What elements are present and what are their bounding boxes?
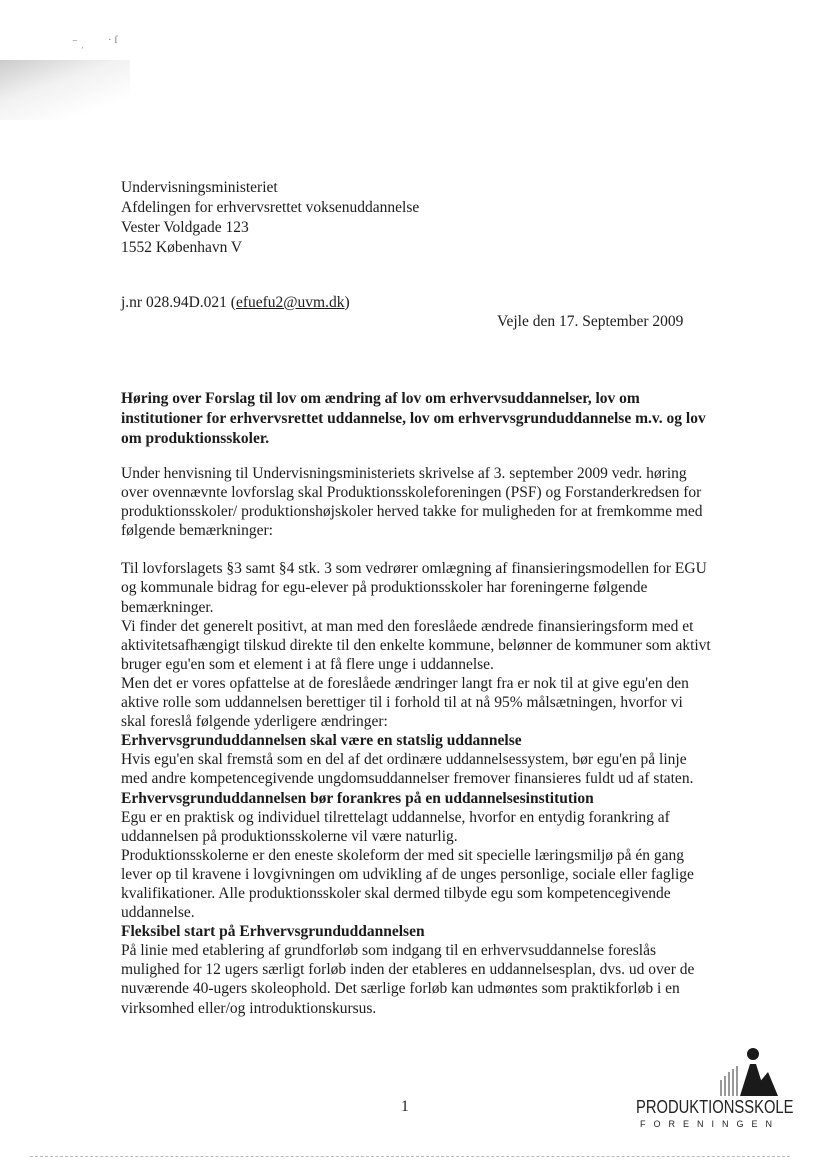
section-text: Produktionsskolerne er den eneste skoleform der med sit specielle læringsmiljø på én gang lever op til kravene i lovgivningen om udvikling af de unges personlige, sociale eller faglige kvalifikationer. Alle produktionsskoler skal dermed tilbyde egu som kompetencegivende uddannelse. (121, 846, 694, 922)
jnr-text: j.nr 028.94D.021 ( (121, 294, 236, 311)
section-text: Egu er en praktisk og individuel tilrettelagt uddannelse, hvorfor en entydig forankring af uddannelsen på produktionsskolerne vil være naturlig. (121, 808, 670, 845)
logo-subtitle: FORENINGEN (640, 1119, 781, 1129)
scan-mark-left: ⁻ ˌ (72, 37, 85, 49)
letter-title: Høring over Forslag til lov om ændring af lov om erhvervsuddannelser, lov om institutioner for erhvervsrettet uddannelse, lov om erhvervsgrunduddannelse m.v. og lov om produktionsskoler. (121, 390, 706, 447)
jnr-close: ) (344, 294, 350, 311)
scan-mark-right: · ſ (108, 34, 118, 46)
body-paragraph: Vi finder det generelt positivt, at man med den foreslåede ændrede finansieringsform med et aktivitetsafhængigt tilskud direkte til den enkelte kommune, belønner de kommuner som aktivt bruger egu'en som et element i at få flere unge i uddannelse. (121, 617, 711, 673)
scan-footer-noise (30, 1156, 790, 1158)
body-paragraph: Men det er vores opfattelse at de foreslåede ændringer langt fra er nok til at give egu'en den aktive rolle som uddannelsen berettiger til i forhold til at nå 95% målsætningen, hvorfor vi skal foreslå følgende yderligere ændringer: (121, 674, 689, 731)
address-line: Undervisningsministeriet (121, 179, 278, 196)
logo-name: PRODUKTIONSSKOLE (636, 1097, 794, 1117)
address-line: Vester Voldgade 123 (121, 219, 249, 236)
scan-smudge (0, 60, 130, 120)
section-text: Hvis egu'en skal fremstå som en del af det ordinære uddannelsessystem, bør egu'en på linje med andre kompetencegivende ungdomsuddannelser fremover finansieres fuldt ud af staten. (121, 751, 694, 788)
letter-date: Vejle den 17. September 2009 (497, 313, 684, 330)
section-heading: Erhvervsgrunduddannelsen skal være en statslig uddannelse (121, 732, 522, 750)
section-heading: Fleksibel start på Erhvervsgrunduddannelsen (121, 923, 425, 941)
address-line: 1552 København V (121, 239, 243, 256)
section-text: På linie med etablering af grundforløb som indgang til en erhvervsuddannelse foreslås mulighed for 12 ugers særligt forløb inden der etableres en uddannelsesplan, dvs. ud over de nuværende 40-ugers skoleophold. Det særlige forløb kan udmøntes som praktikforløb i en virksomhed eller/og introduktionskursus. (121, 942, 695, 1017)
body-paragraph: Til lovforslagets §3 samt §4 stk. 3 som vedrører omlægning af finansieringsmodellen for EGU og kommunale bidrag for egu-elever på produktionsskoler har foreningerne følgende bemærkninger. (121, 560, 707, 616)
intro-paragraph: Under henvisning til Undervisningsministeriets skrivelse af 3. september 2009 vedr. høring over ovennævnte lovforslag skal Produktionsskoleforeningen (PSF) og Forstanderkredsen for produktionsskoler/ produktionshøjskoler herved takke for muligheden for at fremkomme med følgende bemærkninger: (121, 465, 703, 540)
address-line: Afdelingen for erhvervsrettet voksenuddannelse (121, 199, 420, 216)
page-number: 1 (401, 1098, 409, 1115)
recipient-address (121, 178, 419, 258)
produktionsskole-logo (636, 1042, 794, 1132)
letter-body (121, 464, 711, 1018)
reference-number (121, 294, 350, 312)
logo-mark-icon (636, 1042, 782, 1098)
email-link[interactable]: efuefu2@uvm.dk (235, 294, 345, 311)
section-heading: Erhvervsgrunduddannelsen bør forankres på en uddannelsesinstitution (121, 789, 594, 807)
